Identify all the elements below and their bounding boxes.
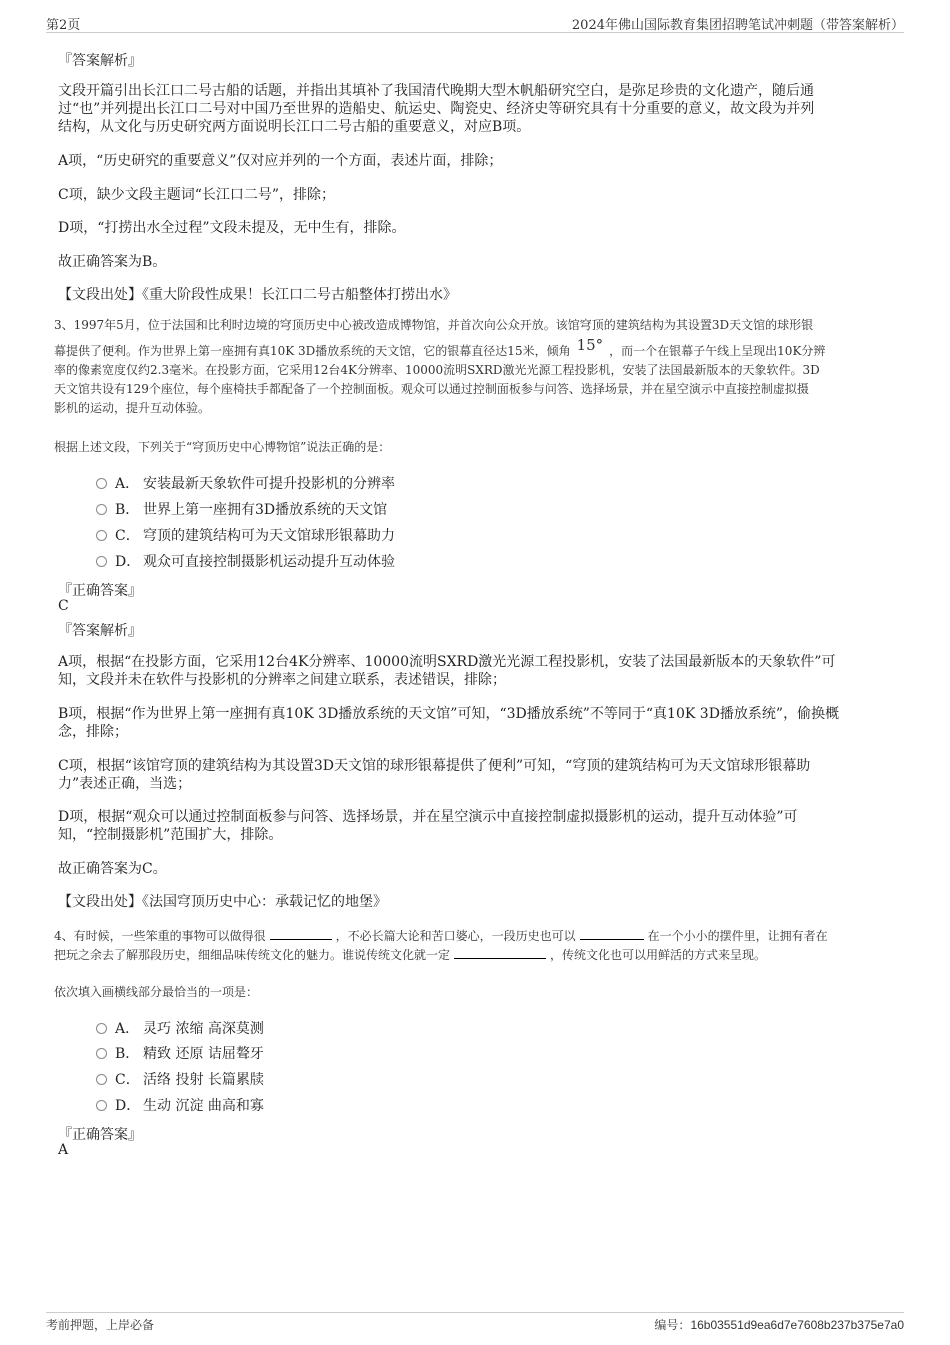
q3-option-c[interactable]: C． 穹顶的建筑结构可为天文馆球形银幕助力 xyxy=(96,525,395,545)
q3-stem-line: 率的像素宽度仅约2.3毫米。在投影方面，它采用12台4K分辨率、10000流明SXRD激光光源工程投影机，安装了法国最新版本的天象软件。3D xyxy=(54,363,820,377)
radio-icon[interactable] xyxy=(96,1048,107,1059)
q2-source: 【文段出处】《重大阶段性成果！长江口二号古船整体打捞出水》 xyxy=(58,287,457,303)
q2-final-answer: 故正确答案为B。 xyxy=(58,254,167,270)
q2-analysis-a: A项，“历史研究的重要意义”仅对应并列的一个方面，表述片面，排除； xyxy=(58,153,503,169)
q2-analysis-line: 结构，从文化与历史研究两方面说明长江口二号古船的重要意义，对应B项。 xyxy=(58,119,531,135)
q2-analysis-paragraph xyxy=(58,82,890,136)
q4-stem-line: 把玩之余去了解那段历史，细细品味传统文化的魅力。谁说传统文化就一定 ，传统文化也可以用鲜活的方式来呈现。 xyxy=(54,948,767,962)
q4-option-a[interactable]: A． 灵巧 浓缩 高深莫测 xyxy=(96,1018,264,1038)
q3-option-d[interactable]: D． 观众可直接控制摄影机运动提升互动体验 xyxy=(96,551,395,571)
q3-analysis-c: C项，根据“该馆穹顶的建筑结构为其设置3D天文馆的球形银幕提供了便利”可知，“穹顶的建筑结构可为天文馆球形银幕助 力”表述正确，当选； xyxy=(58,758,811,792)
q2-analysis-d: D项，“打捞出水全过程”文段未提及，无中生有，排除。 xyxy=(58,220,406,236)
q3-final-answer: 故正确答案为C。 xyxy=(58,861,167,877)
q2-analysis-line: 文段开篇引出长江口二号古船的话题，并指出其填补了我国清代晚期大型木帆船研究空白，是弥足珍贵的文化遗产，随后通 xyxy=(58,83,814,99)
q4-stem-line: 4、有时候，一些笨重的事物可以做得很 ，不必长篇大论和苦口婆心，一段历史也可以 在一个小小的摆件里，让拥有者在 xyxy=(54,929,828,943)
radio-icon[interactable] xyxy=(96,1023,107,1034)
blank-3 xyxy=(454,946,546,959)
q3-option-b[interactable]: B． 世界上第一座拥有3D播放系统的天文馆 xyxy=(96,499,387,519)
q3-analysis-b: B项，根据“作为世界上第一座拥有真10K 3D播放系统的天文馆”可知，“3D播放系统”不等同于“真10K 3D播放系统”，偷换概 念，排除； xyxy=(58,706,840,740)
q2-analysis-line: 过“也”并列提出长江口二号对中国乃至世界的造船史、航运史、陶瓷史、经济史等研究具有十分重要的意义，故文段为并列 xyxy=(58,101,815,117)
q3-stem-line: 幕提供了便利。作为世界上第一座拥有真10K 3D播放系统的天文馆，它的银幕直径达15米，倾角 15° ，而一个在银幕子午线上呈现出10K分辨 xyxy=(54,336,826,358)
radio-icon[interactable] xyxy=(96,504,107,515)
document-code: 编号：16b03551d9ea6d7e7608b237b375e7a0 xyxy=(654,1318,904,1332)
radio-icon[interactable] xyxy=(96,556,107,567)
q4-stem xyxy=(54,927,904,965)
q4-option-b[interactable]: B． 精致 还原 诘屈聱牙 xyxy=(96,1043,264,1063)
q3-stem-line: 天文馆共设有129个座位，每个座椅扶手都配备了一个控制面板。观众可以通过控制面板参与问答、选择场景，并在星空演示中直接控制虚拟摄 xyxy=(54,382,809,396)
q4-correct-answer: A xyxy=(58,1142,69,1158)
q3-analysis-d: D项，根据“观众可以通过控制面板参与问答、选择场景，并在星空演示中直接控制虚拟摄影机的运动，提升互动体验”可 知，“控制摄影机”范围扩大，排除。 xyxy=(58,809,798,843)
page-header xyxy=(46,12,904,33)
q3-option-a[interactable]: A． 安装最新天象软件可提升投影机的分辨率 xyxy=(96,473,395,493)
q3-correct-label: 『正确答案』 xyxy=(58,583,142,599)
q3-source: 【文段出处】《法国穹顶历史中心：承载记忆的地堡》 xyxy=(58,894,387,910)
radio-icon[interactable] xyxy=(96,1074,107,1085)
q4-option-d[interactable]: D． 生动 沉淀 曲高和寡 xyxy=(96,1095,264,1115)
blank-2 xyxy=(580,927,644,940)
q3-analysis-a: A项，根据“在投影方面，它采用12台4K分辨率、10000流明SXRD激光光源工程投影机，安装了法国最新版本的天象软件”可 知，文段并未在软件与投影机的分辨率之间建立联系，表述错误，排除； xyxy=(58,654,836,688)
q3-question: 根据上述文段，下列关于“穹顶历史中心博物馆”说法正确的是： xyxy=(54,440,391,454)
radio-icon[interactable] xyxy=(96,1100,107,1111)
q4-correct-label: 『正确答案』 xyxy=(58,1127,142,1143)
q3-correct-answer: C xyxy=(58,598,69,614)
q4-question: 依次填入画横线部分最恰当的一项是： xyxy=(54,985,259,999)
document-title: 2024年佛山国际教育集团招聘笔试冲刺题（带答案解析） xyxy=(571,18,904,33)
q2-analysis-c: C项，缺少文段主题词“长江口二号”，排除； xyxy=(58,187,336,203)
q4-option-c[interactable]: C． 活络 投射 长篇累牍 xyxy=(96,1069,264,1089)
angle-value: 15° xyxy=(576,336,604,354)
q3-stem-line: 影机的运动，提升互动体验。 xyxy=(54,401,211,415)
radio-icon[interactable] xyxy=(96,478,107,489)
radio-icon[interactable] xyxy=(96,530,107,541)
footer-slogan: 考前押题，上岸必备 xyxy=(46,1318,155,1332)
page-number: 第2页 xyxy=(46,18,81,33)
blank-1 xyxy=(270,927,332,940)
q3-stem-line: 3、1997年5月，位于法国和比利时边境的穹顶历史中心被改造成博物馆，并首次向公众开放。该馆穹顶的建筑结构为其设置3D天文馆的球形银 xyxy=(54,318,814,332)
q3-analysis-label: 『答案解析』 xyxy=(58,623,142,639)
q2-analysis-label: 『答案解析』 xyxy=(58,53,142,69)
page-footer xyxy=(46,1312,904,1335)
q3-stem xyxy=(54,316,904,418)
